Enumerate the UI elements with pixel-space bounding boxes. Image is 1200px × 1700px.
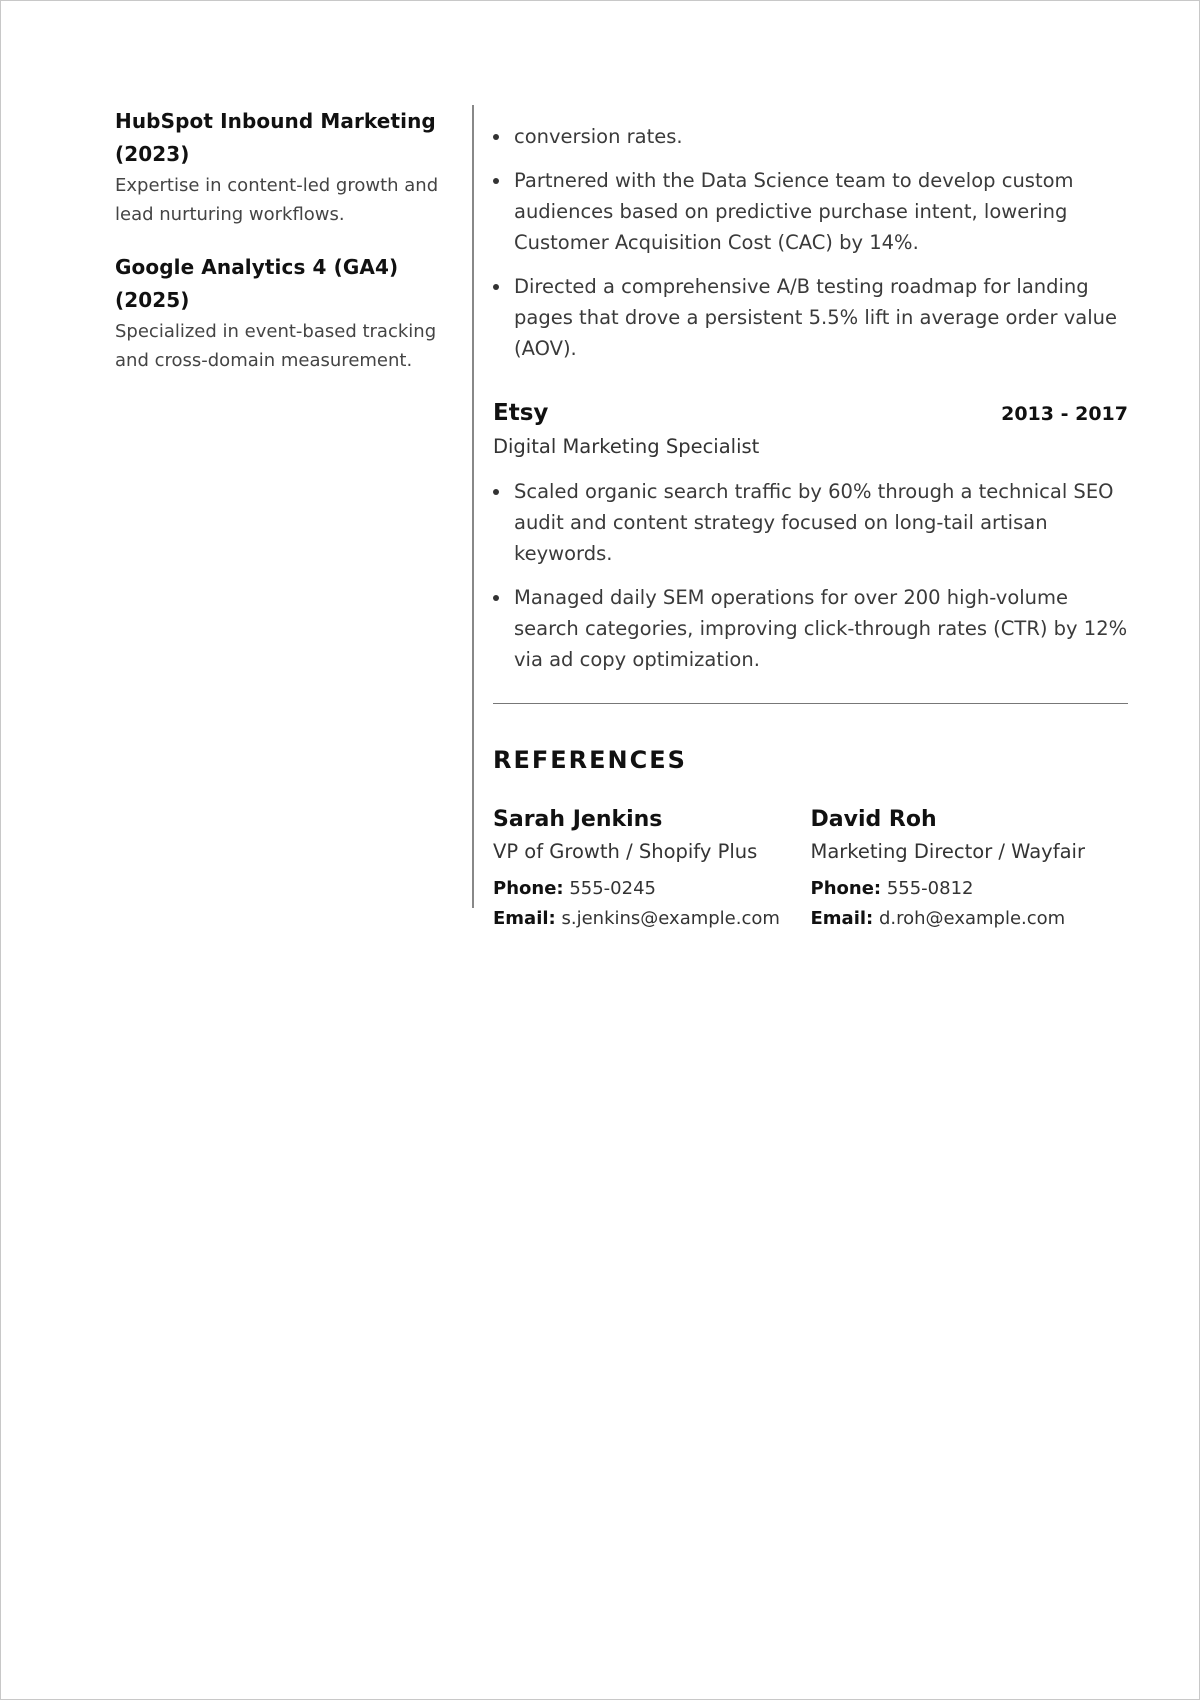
main-column	[493, 121, 1128, 934]
reference-card	[811, 804, 1129, 934]
bullet-item	[493, 582, 1128, 675]
phone-value: 555-0812	[886, 878, 974, 899]
references-heading: REFERENCES	[493, 746, 687, 774]
bullet-icon	[493, 284, 499, 290]
bullet-item	[493, 121, 1128, 152]
reference-name: Sarah Jenkins	[493, 807, 663, 832]
section-divider	[493, 703, 1128, 704]
phone-label: Phone:	[810, 878, 882, 899]
reference-title: VP of Growth / Shopify Plus	[493, 840, 758, 863]
bullet-text: Managed daily SEM operations for over 200 high-volume search categories, improving click-through rates (CTR) by 12% via ad copy optimization.	[514, 586, 1128, 671]
bullet-icon	[493, 178, 499, 184]
certification-item	[115, 105, 455, 229]
email-label: Email:	[810, 908, 874, 929]
reference-name: David Roh	[810, 807, 937, 832]
phone-label: Phone:	[493, 878, 564, 899]
bullet-item	[493, 165, 1128, 258]
reference-phone	[493, 874, 811, 904]
certification-title: Google Analytics 4 (GA4) (2025)	[115, 255, 399, 312]
bullet-icon	[493, 134, 499, 140]
job-header	[493, 400, 1128, 426]
job-bullets	[493, 476, 1128, 675]
bullet-item	[493, 271, 1128, 364]
column-divider	[472, 105, 474, 908]
bullet-text: Partnered with the Data Science team to develop custom audiences based on predictive purchase intent, lowering Customer Acquisition Cost (CAC) by 14%.	[514, 169, 1074, 254]
reference-card	[493, 804, 811, 934]
bullet-icon	[493, 489, 499, 495]
previous-job-bullets	[493, 121, 1128, 364]
certifications-column	[115, 105, 455, 397]
email-value[interactable]: s.jenkins@example.com	[561, 908, 780, 929]
bullet-icon	[493, 595, 499, 601]
reference-email	[493, 904, 811, 934]
certification-title: HubSpot Inbound Marketing (2023)	[115, 109, 436, 166]
reference-title: Marketing Director / Wayfair	[810, 840, 1085, 863]
certification-description: Specialized in event-based tracking and cross-domain measurement.	[115, 321, 437, 371]
job-dates: 2013 - 2017	[1001, 403, 1128, 425]
bullet-text: conversion rates.	[514, 125, 683, 148]
phone-value: 555-0245	[569, 878, 656, 899]
reference-email	[811, 904, 1129, 934]
company-name: Etsy	[493, 400, 549, 426]
job-role: Digital Marketing Specialist	[493, 435, 760, 458]
references-list	[493, 804, 1128, 934]
email-label: Email:	[493, 908, 556, 929]
email-value[interactable]: d.roh@example.com	[878, 908, 1066, 929]
reference-phone	[811, 874, 1129, 904]
certification-description: Expertise in content-led growth and lead nurturing workflows.	[115, 175, 439, 225]
bullet-item	[493, 476, 1128, 569]
bullet-text: Directed a comprehensive A/B testing roadmap for landing pages that drove a persistent 5.5% lift in average order value (AOV).	[514, 275, 1118, 360]
bullet-text: Scaled organic search traffic by 60% through a technical SEO audit and content strategy focused on long-tail artisan keywords.	[514, 480, 1114, 565]
certification-item	[115, 251, 455, 375]
